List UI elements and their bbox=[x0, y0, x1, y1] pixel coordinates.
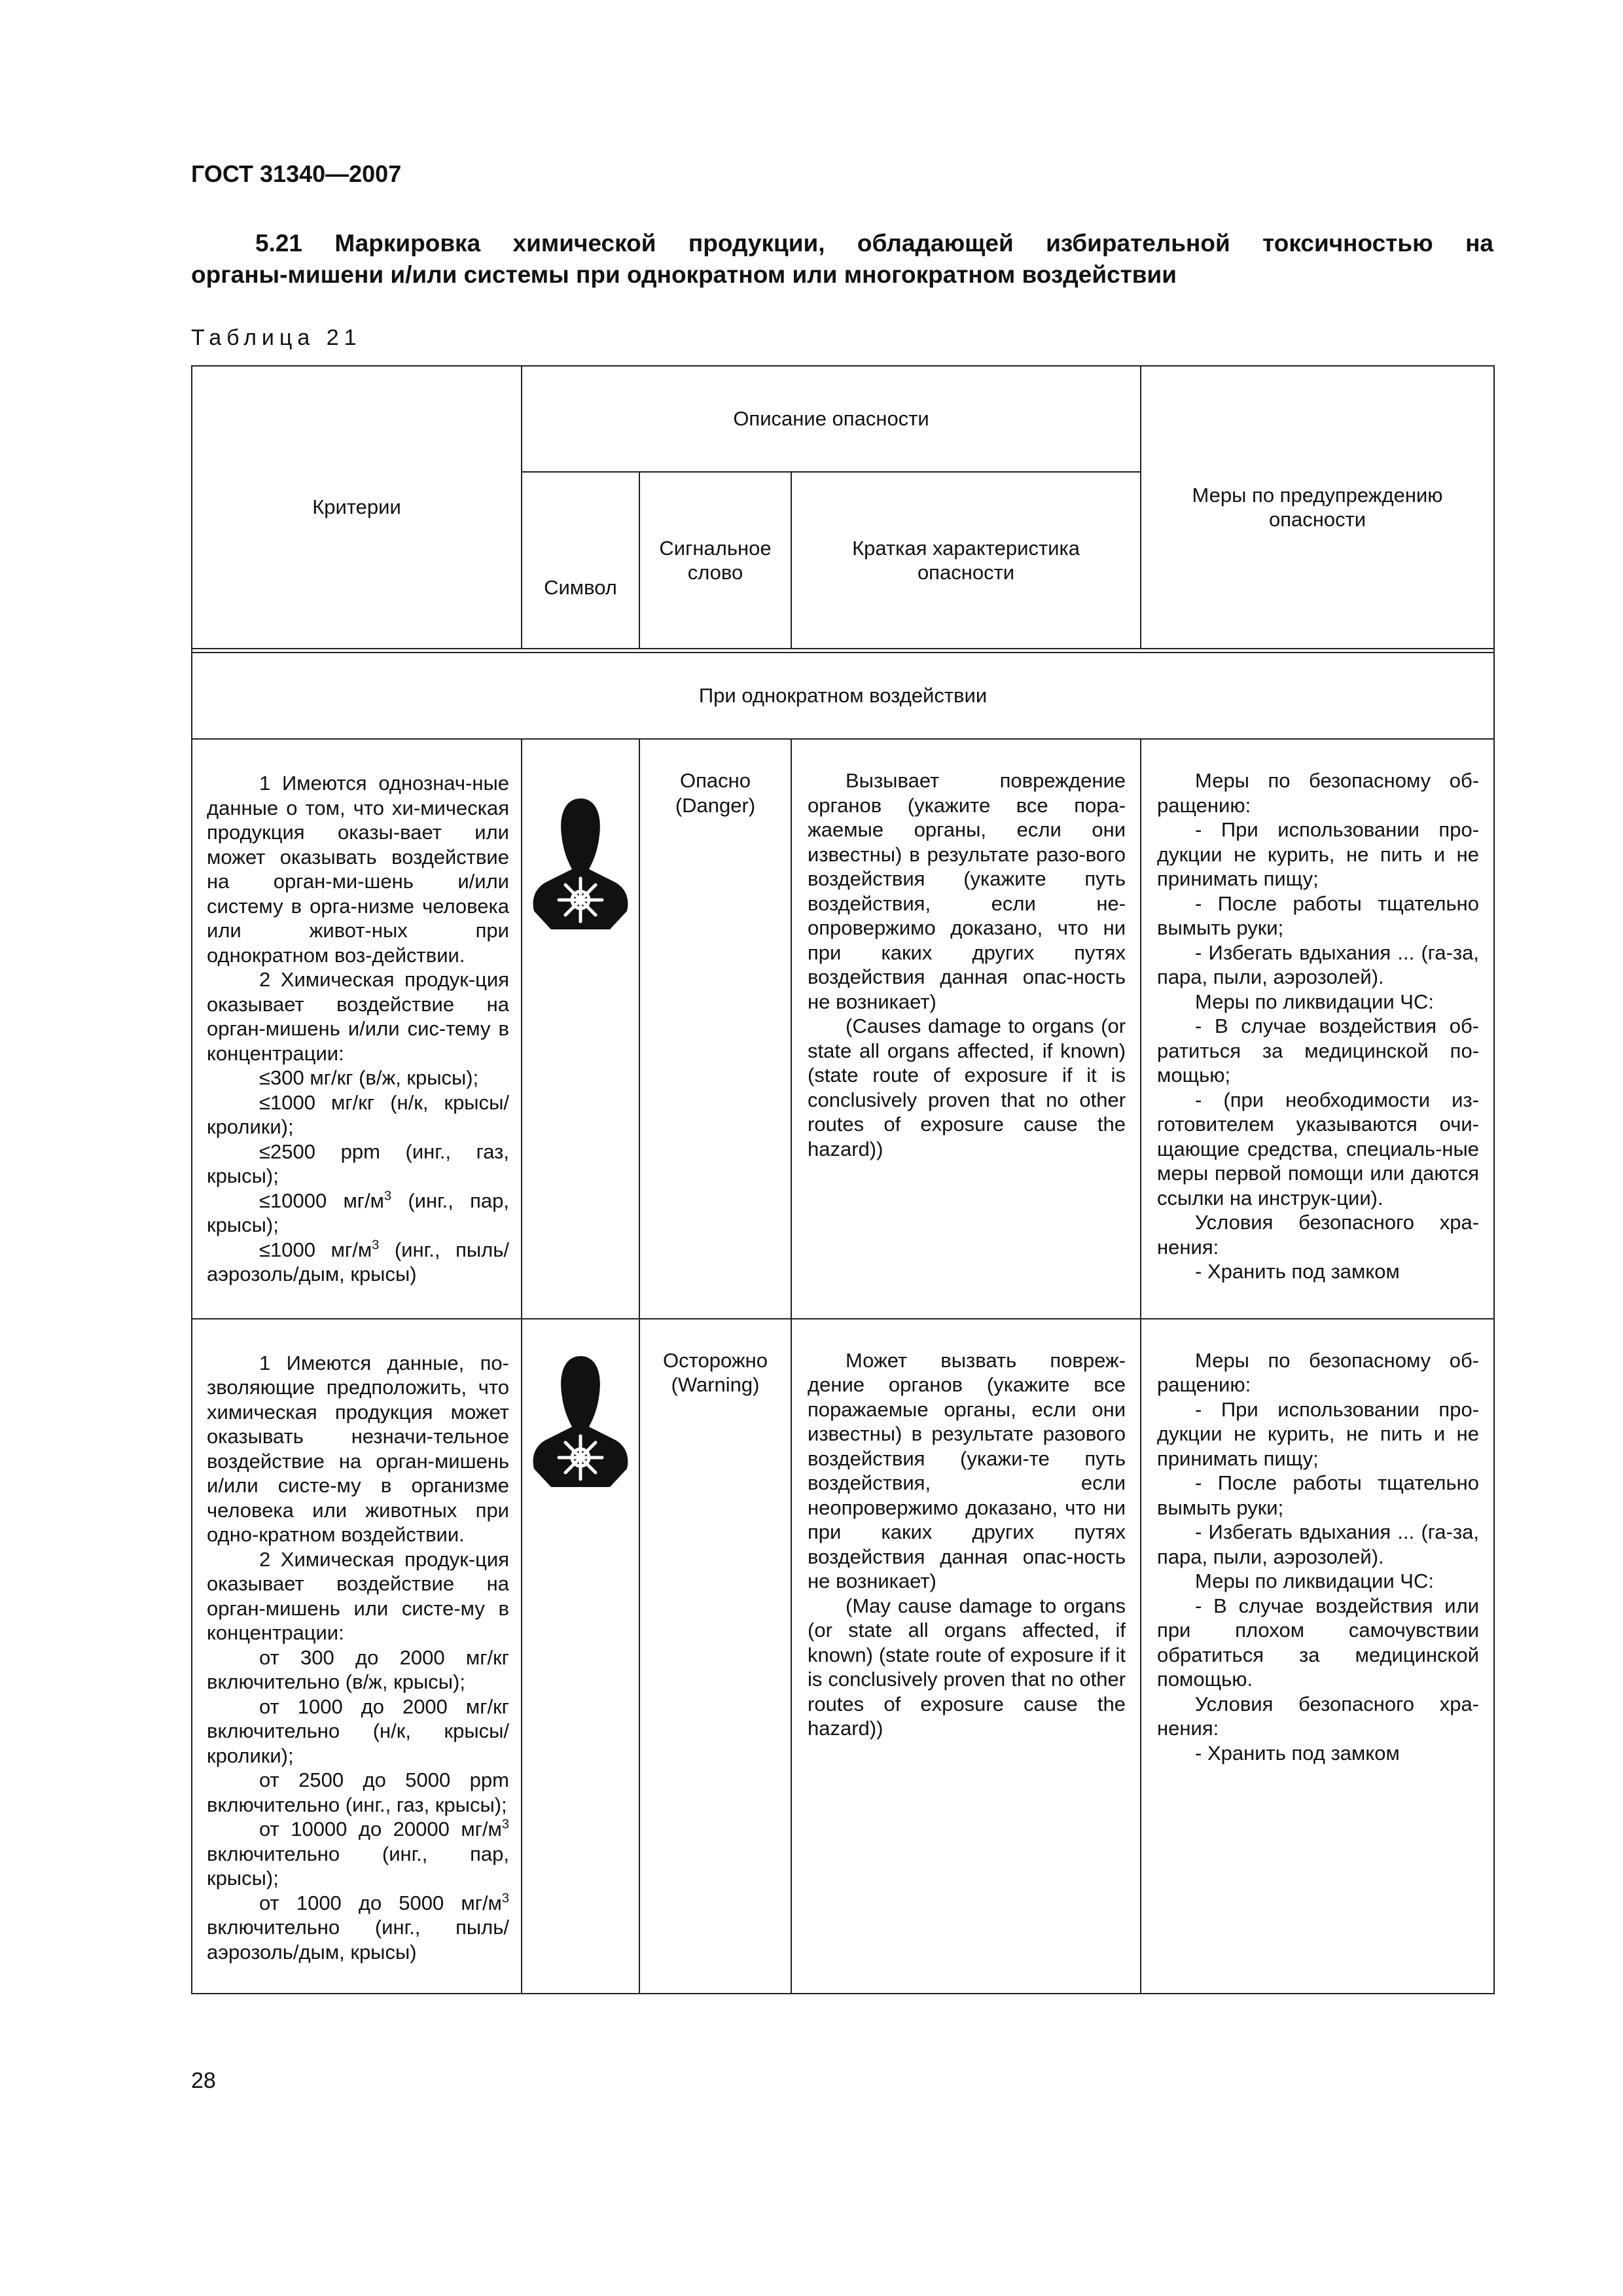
table-row bbox=[192, 739, 1494, 1319]
section-title-line-2: органы-мишени и/или системы при однократном или многократном воздействии bbox=[191, 261, 1177, 288]
measures-text: Меры по ликвидации ЧС: bbox=[1195, 990, 1434, 1013]
section-title-line-1: 5.21 Маркировка химической продукции, обладающей избирательной токсичностью на bbox=[255, 230, 1493, 257]
section-title bbox=[191, 228, 1493, 291]
table-caption: Таблица 21 bbox=[191, 325, 362, 350]
measures-text: Меры по безопасному об-ращению: bbox=[1157, 1348, 1480, 1396]
superscript: 3 bbox=[501, 1817, 509, 1832]
brief-text-english: (Causes damage to organs (or state all organs affected, if known) (state route of exposure if it is conclusively proven that no other routes of exposure cause the hazard)) bbox=[808, 1014, 1126, 1160]
page-number: 28 bbox=[191, 2068, 216, 2093]
criteria-text-part: (инг., пыль/ аэрозоль/дым, крысы) bbox=[207, 1238, 509, 1285]
exposure-row bbox=[192, 653, 1494, 739]
exposure-single-label: При однократном воздействии bbox=[192, 653, 1494, 739]
measures-text: Меры по ликвидации ЧС: bbox=[1195, 1570, 1434, 1592]
header-hazard-description bbox=[522, 366, 1141, 472]
header-symbol-label: Символ bbox=[544, 575, 617, 599]
superscript: 3 bbox=[384, 1189, 392, 1204]
measures-text: - Избегать вдыхания ... (га-за, пара, пыли, аэрозолей). bbox=[1157, 941, 1480, 988]
criteria-text: ≤2500 ppm (инг., газ, крысы); bbox=[207, 1139, 509, 1187]
health-hazard-pictogram-icon bbox=[531, 1356, 630, 1487]
header-symbol bbox=[522, 472, 639, 649]
superscript: 3 bbox=[501, 1891, 509, 1906]
signal-word: Осторожно (Warning) bbox=[663, 1348, 768, 1396]
criteria-text: 2 Химическая продук-ция оказывает воздействие на орган-мишень и/или сис-тему в концентрации: bbox=[207, 968, 509, 1065]
symbol-cell bbox=[522, 739, 639, 1319]
measures-text: Условия безопасного хра-нения: bbox=[1157, 1692, 1480, 1740]
brief-characteristic-cell bbox=[791, 739, 1141, 1319]
criteria-text-part: от 1000 до 5000 мг/м bbox=[259, 1891, 502, 1914]
measures-text: - После работы тщательно вымыть руки; bbox=[1157, 891, 1480, 939]
brief-text-english: (May cause damage to organs (or state all organs affected, if known) (state route of exposure if it is conclusively proven that no other routes of exposure cause the hazard)) bbox=[808, 1594, 1126, 1740]
symbol-cell bbox=[522, 1319, 639, 1994]
header-brief-characteristic bbox=[791, 472, 1141, 649]
measures-text: - При использовании про-дукции не курить, не пить и не принимать пищу; bbox=[1157, 818, 1480, 890]
brief-text: Может вызвать повреж-дение органов (укажите все поражаемые органы, если они известны) в результате разового воздействия (укажи-те путь воздействия, если неопровержимо доказано, что ни при каких других путях воздействия данная опас-ность не возникает) bbox=[808, 1348, 1126, 1592]
criteria-text: от 300 до 2000 мг/кг включительно (в/ж, крысы); bbox=[207, 1645, 509, 1693]
criteria-text-part: (инг., пар, крысы); bbox=[207, 1189, 509, 1236]
header-hazard-description-label: Описание опасности bbox=[733, 407, 929, 431]
measures-text: - При использовании про-дукции не курить, не пить и не принимать пищу; bbox=[1157, 1397, 1480, 1470]
header-signal-word bbox=[639, 472, 791, 649]
criteria-cell bbox=[192, 739, 522, 1319]
measures-text: Условия безопасного хра-нения: bbox=[1157, 1211, 1480, 1259]
criteria-text: от 1000 до 2000 мг/кг включительно (н/к, крысы/ кролики); bbox=[207, 1695, 509, 1767]
measures-text: Меры по безопасному об-ращению: bbox=[1157, 769, 1480, 817]
health-hazard-pictogram-icon bbox=[531, 798, 630, 929]
table-row bbox=[192, 1319, 1494, 1994]
criteria-text bbox=[207, 1817, 509, 1891]
header-signal-word-label: Сигнальное слово bbox=[659, 536, 772, 584]
header-criteria-label: Критерии bbox=[312, 495, 401, 519]
header-measures-label: Меры по предупреждению опасности bbox=[1192, 483, 1443, 531]
criteria-text bbox=[207, 1891, 509, 1965]
criteria-text: 1 Имеются данные, по-зволяющие предположить, что химическая продукция может оказывать незначи-тельное воздействие на орган-мишень и/или систе-му в организме человека или животных при одно-кратном воздействии. bbox=[207, 1351, 509, 1546]
header-row bbox=[192, 366, 1494, 472]
criteria-text: 2 Химическая продук-ция оказывает воздействие на орган-мишень или систе-му в концентрации: bbox=[207, 1547, 509, 1644]
measures-cell bbox=[1141, 739, 1494, 1319]
measures-text: - Хранить под замком bbox=[1195, 1260, 1400, 1283]
measures-text: - Хранить под замком bbox=[1195, 1741, 1400, 1765]
measures-text: - Избегать вдыхания ... (га-за, пара, пыли, аэрозолей). bbox=[1157, 1520, 1480, 1568]
brief-characteristic-cell bbox=[791, 1319, 1141, 1994]
criteria-text: 1 Имеются однознач-ные данные о том, что хи-мическая продукция оказы-вает или может оказывать воздействие на орган-ми-шень и/или систему в орга-низме человека или живот-ных при однократном воз-действии. bbox=[207, 772, 509, 967]
superscript: 3 bbox=[372, 1238, 380, 1253]
criteria-text: ≤1000 мг/кг (н/к, крысы/ кролики); bbox=[207, 1090, 509, 1138]
criteria-text bbox=[207, 1238, 509, 1287]
criteria-text-part: включительно (инг., пар, крысы); bbox=[207, 1842, 509, 1890]
signal-word-cell bbox=[639, 1319, 791, 1994]
criteria-text-part: ≤10000 мг/м bbox=[259, 1189, 384, 1212]
criteria-text-part: включительно (инг., пыль/ аэрозоль/дым, крысы) bbox=[207, 1916, 509, 1964]
brief-text: Вызывает повреждение органов (укажите все пора-жаемые органы, если они известны) в результате разо-вого воздействия (укажите путь воздействия, если не-опровержимо доказано, что ни при каких других путях воздействия данная опас-ность не возникает) bbox=[808, 769, 1126, 1013]
criteria-text: от 2500 до 5000 ppm включительно (инг., газ, крысы); bbox=[207, 1768, 509, 1816]
signal-word-cell bbox=[639, 739, 791, 1319]
measures-text: - После работы тщательно вымыть руки; bbox=[1157, 1471, 1480, 1519]
header-criteria bbox=[192, 366, 522, 649]
signal-word: Опасно (Danger) bbox=[675, 769, 756, 817]
criteria-cell bbox=[192, 1319, 522, 1994]
measures-text: - В случае воздействия об-ратиться за медицинской по-мощью; bbox=[1157, 1014, 1480, 1086]
header-measures bbox=[1141, 366, 1494, 649]
criteria-text-part: от 10000 до 20000 мг/м bbox=[259, 1818, 502, 1840]
criteria-text: ≤300 мг/кг (в/ж, крысы); bbox=[259, 1066, 479, 1089]
header-brief-characteristic-label: Краткая характеристика опасности bbox=[852, 536, 1080, 584]
measures-text: - (при необходимости из-готовителем указываются очи-щающие средства, специаль-ные меры первой помощи или даются ссылки на инструк-ции). bbox=[1157, 1088, 1480, 1210]
measures-text: - В случае воздействия или при плохом самочувствии обратиться за медицинской помощью. bbox=[1157, 1594, 1480, 1691]
measures-cell bbox=[1141, 1319, 1494, 1994]
document-code: ГОСТ 31340—2007 bbox=[191, 160, 402, 187]
hazard-table bbox=[191, 365, 1495, 1994]
criteria-text-part: ≤1000 мг/м bbox=[259, 1238, 372, 1261]
criteria-text bbox=[207, 1189, 509, 1238]
